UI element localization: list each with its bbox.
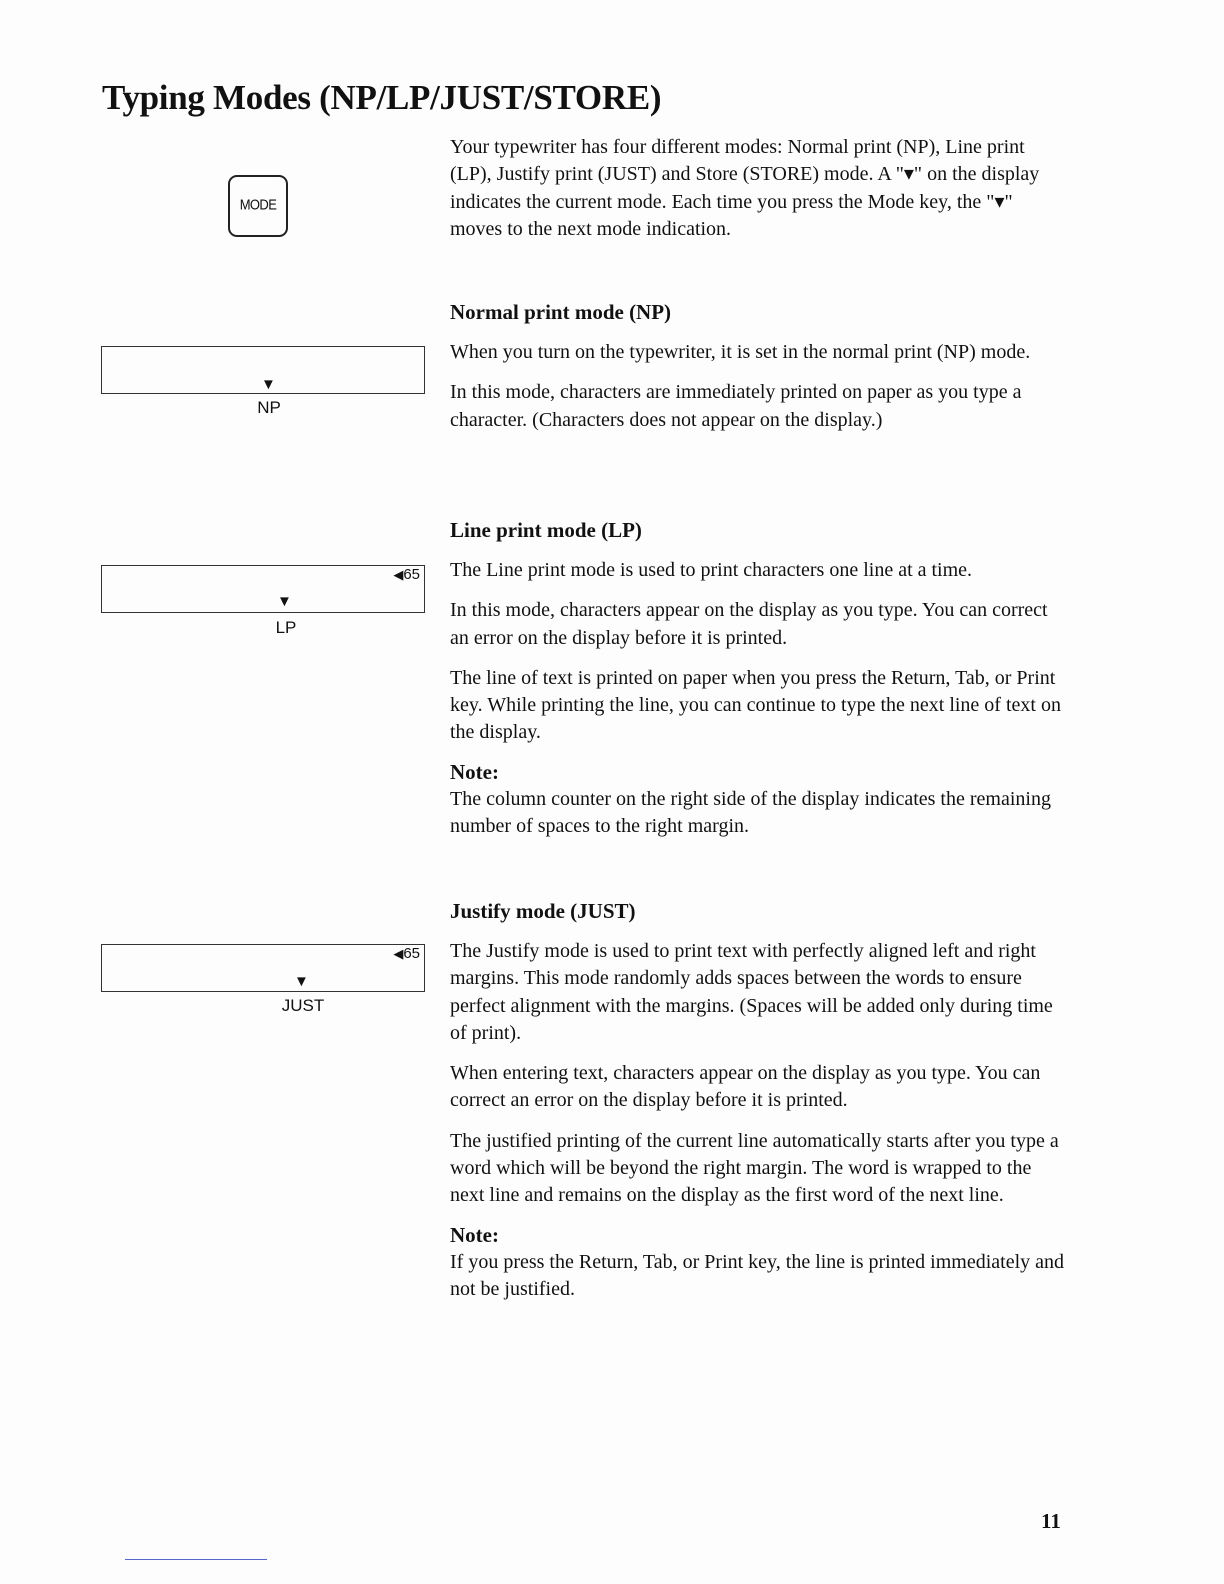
just-note-heading: Note:	[450, 1222, 499, 1247]
lp-display-label: LP	[275, 618, 297, 637]
counter-arrow-icon: ◀	[393, 946, 404, 961]
np-display-label: NP	[257, 398, 281, 417]
just-paragraph-2: When entering text, characters appear on the display as you type. You can correct an error on the display before it is printed.	[450, 1062, 1041, 1112]
intro-section	[450, 134, 1065, 243]
just-paragraph-3: The justified printing of the current line automatically starts after you type a word which will be beyond the right margin. The word is wrapped to the next line and remains on the display as the first word of the next line.	[450, 1129, 1059, 1207]
mode-key-label: MODE	[239, 195, 277, 214]
footer-rule	[125, 1559, 267, 1560]
just-display-label: JUST	[281, 996, 325, 1015]
counter-arrow-icon: ◀	[393, 567, 404, 582]
page-number: 11	[1041, 1509, 1061, 1533]
lp-heading: Line print mode (LP)	[450, 518, 642, 542]
column-counter	[393, 566, 420, 583]
lp-display-illustration	[101, 565, 425, 613]
mode-indicator-icon: ▼	[294, 974, 309, 990]
np-paragraph-2: In this mode, characters are immediately printed on paper as you type a character. (Characters does not appear on the display.)	[450, 381, 1022, 431]
lp-note-heading: Note:	[450, 759, 499, 784]
np-heading: Normal print mode (NP)	[450, 300, 672, 324]
just-paragraph-1: The Justify mode is used to print text with perfectly aligned left and right margins. This mode randomly adds spaces between the words to ensure perfect alignment with the margins. (Spaces will be added only during time of print).	[450, 940, 1053, 1044]
mode-indicator-icon: ▼	[277, 594, 292, 610]
lp-note-text: The column counter on the right side of the display indicates the remaining number of spaces to the right margin.	[450, 787, 1051, 838]
column-counter	[393, 945, 420, 962]
mode-key-icon	[228, 175, 288, 237]
np-display-illustration	[101, 346, 425, 394]
np-paragraph-1: When you turn on the typewriter, it is set in the normal print (NP) mode.	[450, 341, 1031, 363]
column-counter-value: 65	[403, 945, 420, 962]
lp-section	[450, 517, 1065, 840]
just-note-text: If you press the Return, Tab, or Print key, the line is printed immediately and not be justified.	[450, 1250, 1065, 1300]
page-title: Typing Modes (NP/LP/JUST/STORE)	[102, 78, 662, 117]
just-section	[450, 898, 1065, 1303]
np-section	[450, 299, 1065, 434]
just-display-illustration	[101, 944, 425, 992]
intro-paragraph: Your typewriter has four different modes: Normal print (NP), Line print (LP), Justify print (JUST) and Store (STORE) mode. A "▾" on the display indicates the current mode. Each time you press the Mode key, the "▾" moves to the next mode indication.	[450, 136, 1040, 240]
mode-indicator-icon: ▼	[261, 377, 276, 393]
lp-paragraph-2: In this mode, characters appear on the display as you type. You can correct an error on the display before it is printed.	[450, 599, 1048, 649]
just-heading: Justify mode (JUST)	[450, 899, 636, 923]
lp-paragraph-1: The Line print mode is used to print characters one line at a time.	[450, 559, 973, 581]
lp-paragraph-3: The line of text is printed on paper when you press the Return, Tab, or Print key. While printing the line, you can continue to type the next line of text on the display.	[450, 666, 1061, 744]
column-counter-value: 65	[403, 566, 420, 583]
